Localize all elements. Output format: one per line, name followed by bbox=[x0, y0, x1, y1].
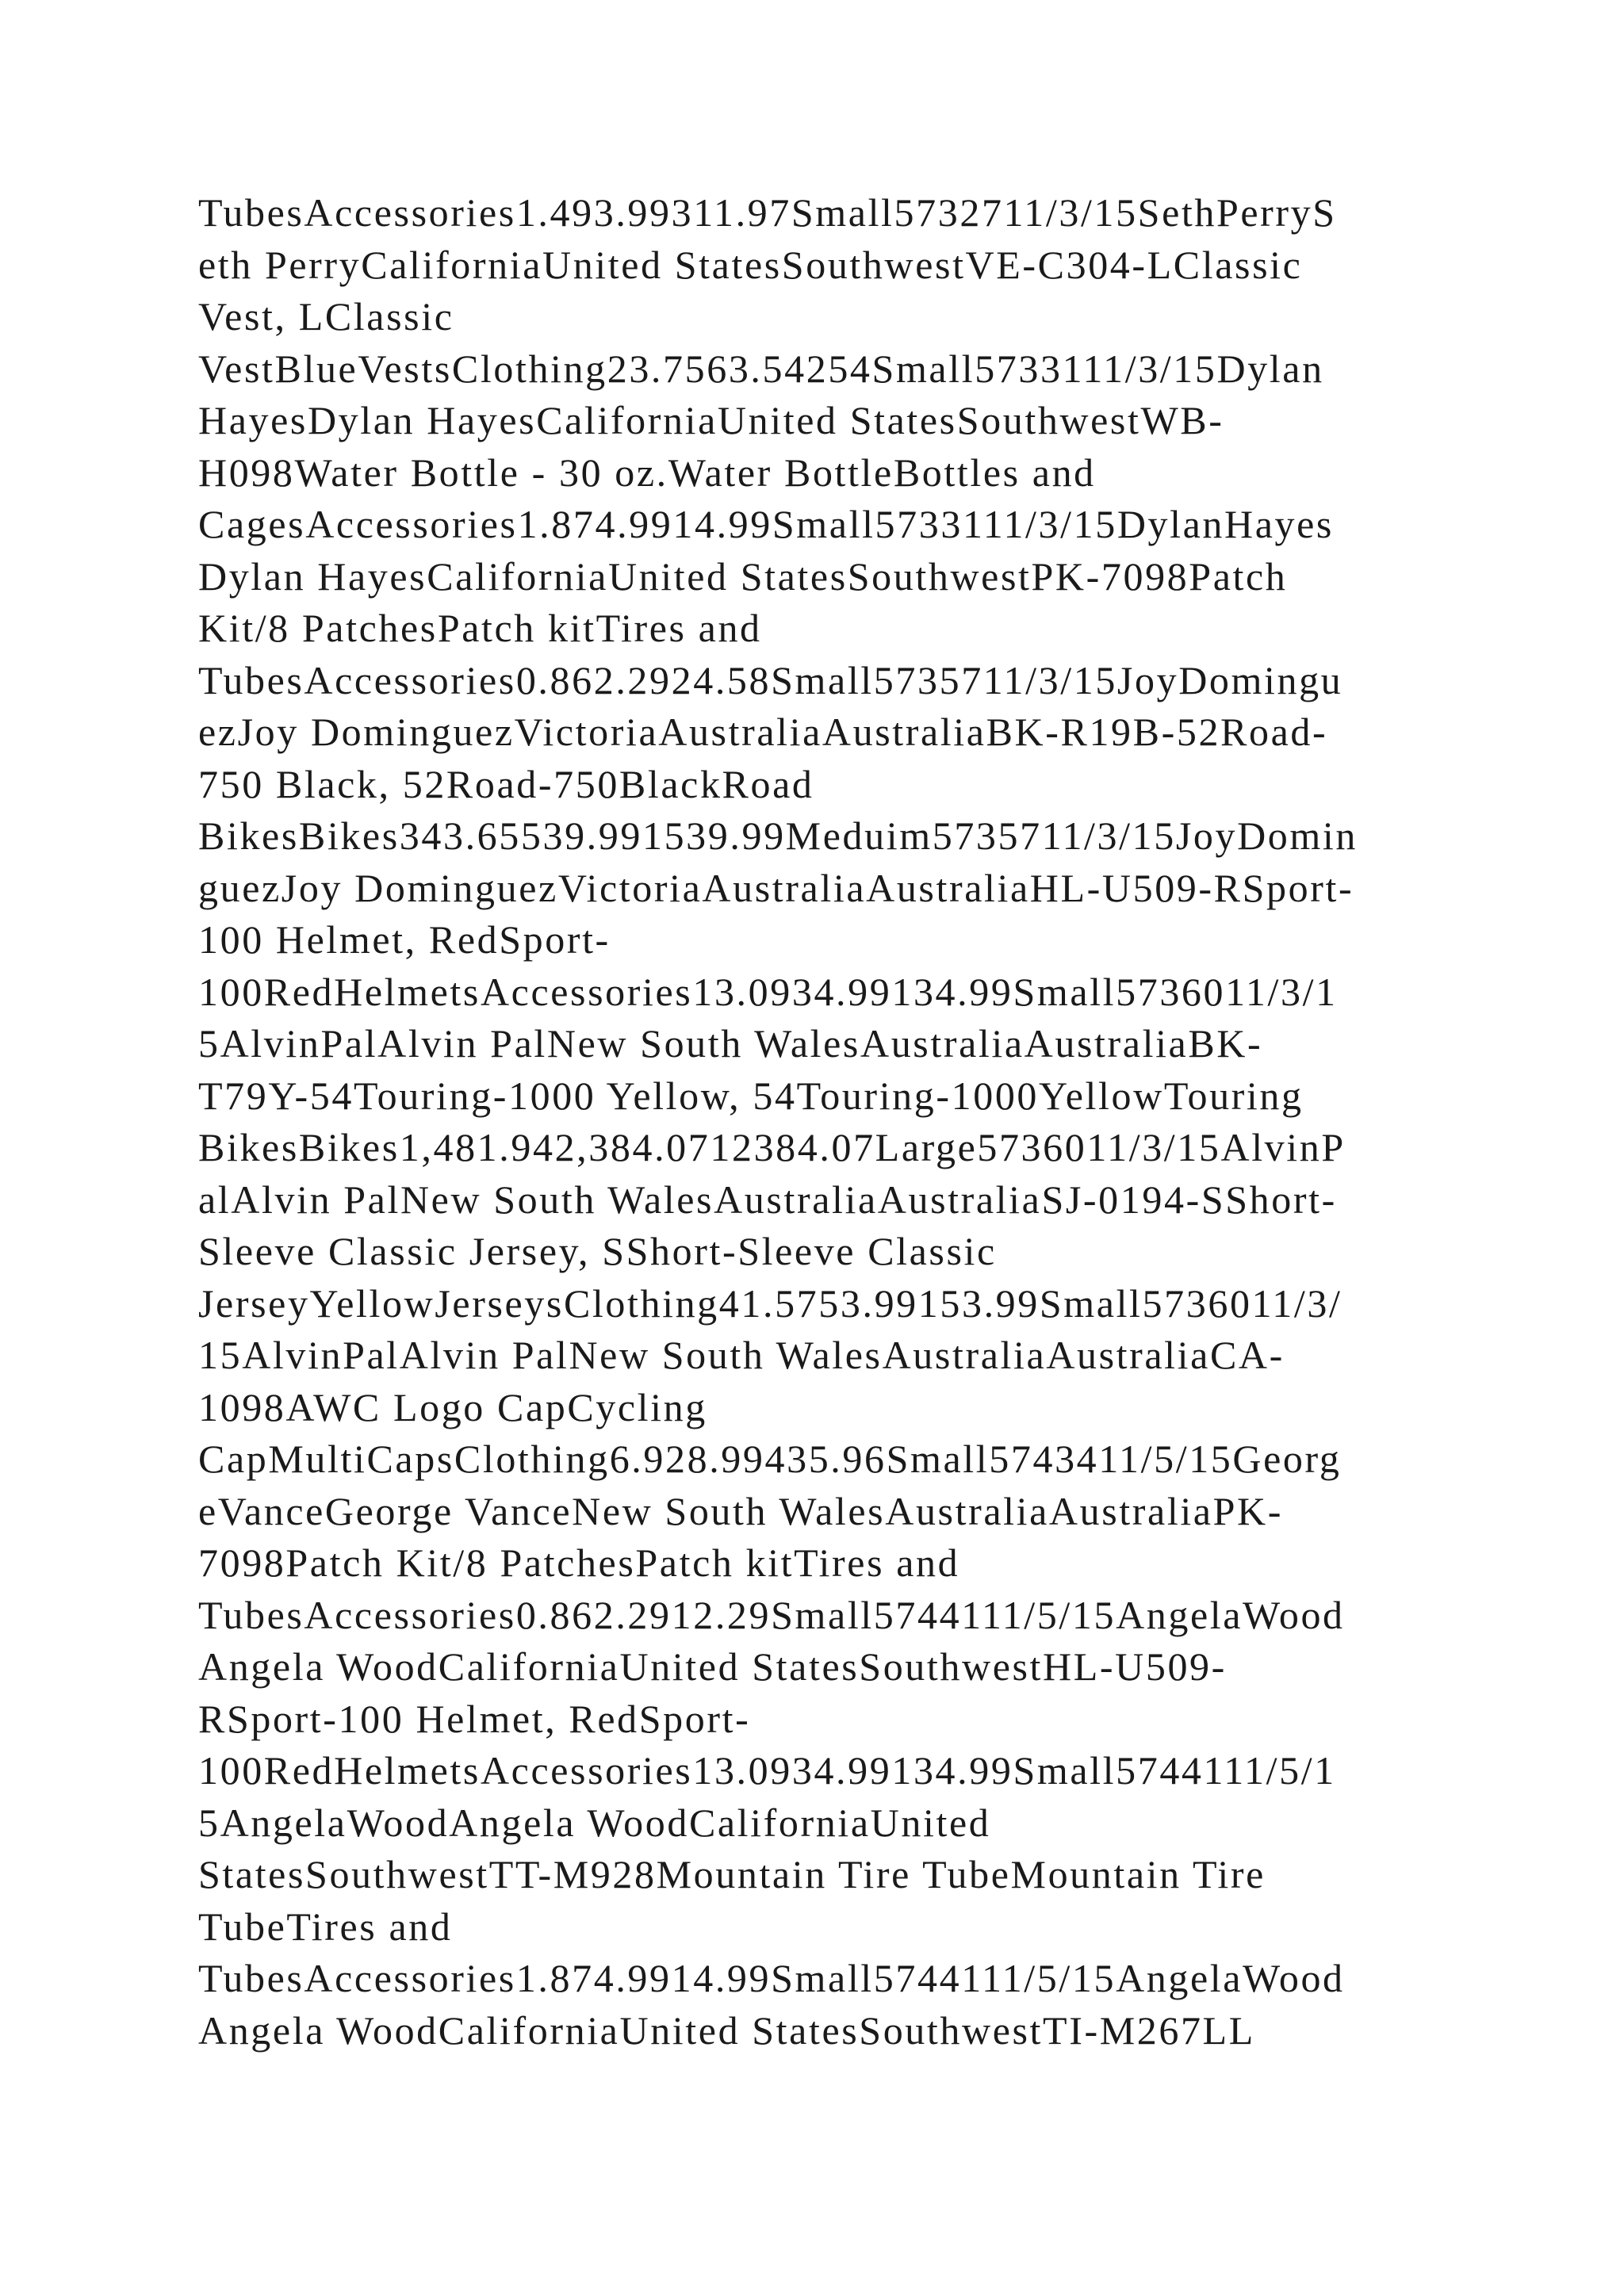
text-line: BikesBikes343.65539.991539.99Meduim5735711/3/15JoyDomin bbox=[198, 813, 1358, 858]
text-line: TubesAccessories0.862.2924.58Small5735711/3/15JoyDomingu bbox=[198, 657, 1343, 702]
text-line: eth PerryCaliforniaUnited StatesSouthwestVE-C304-LClassic bbox=[198, 242, 1303, 287]
text-line: CapMultiCapsClothing6.928.99435.96Small5743411/5/15Georg bbox=[198, 1437, 1342, 1481]
text-line: H098Water Bottle - 30 oz.Water BottleBottles and bbox=[198, 450, 1096, 495]
text-line: 7098Patch Kit/8 PatchesPatch kitTires and bbox=[198, 1540, 960, 1585]
text-line: 750 Black, 52Road-750BlackRoad bbox=[198, 761, 814, 806]
text-line: TubesAccessories1.874.9914.99Small5744111/5/15AngelaWood bbox=[198, 1956, 1345, 2000]
text-line: 15AlvinPalAlvin PalNew South WalesAustraliaAustraliaCA- bbox=[198, 1333, 1285, 1377]
text-line: CagesAccessories1.874.9914.99Small5733111/3/15DylanHayes bbox=[198, 502, 1334, 546]
text-line: ezJoy DominguezVictoriaAustraliaAustraliaBK-R19B-52Road- bbox=[198, 710, 1328, 754]
text-line: JerseyYellowJerseysClothing41.5753.99153.99Small5736011/3/ bbox=[198, 1280, 1342, 1326]
text-line: Vest, LClassic bbox=[198, 294, 454, 339]
text-line: Angela WoodCaliforniaUnited StatesSouthwestTI-M267LL bbox=[198, 2007, 1255, 2053]
text-line: HayesDylan HayesCaliforniaUnited StatesSouthwestWB- bbox=[198, 398, 1224, 442]
text-line: 100RedHelmetsAccessories13.0934.99134.99Small5736011/3/1 bbox=[198, 969, 1338, 1014]
text-line: 1098AWC Logo CapCycling bbox=[198, 1384, 707, 1429]
text-line: guezJoy DominguezVictoriaAustraliaAustraliaHL-U509-RSport- bbox=[198, 865, 1354, 910]
text-line: Kit/8 PatchesPatch kitTires and bbox=[198, 606, 762, 650]
text-line: 5AngelaWoodAngela WoodCaliforniaUnited bbox=[198, 1800, 991, 1845]
text-line: Angela WoodCaliforniaUnited StatesSouthwestHL-U509- bbox=[198, 1644, 1227, 1689]
text-line: TubeTires and bbox=[198, 1904, 453, 1949]
text-line: TubesAccessories1.493.99311.97Small5732711/3/15SethPerryS bbox=[198, 190, 1337, 235]
text-line: alAlvin PalNew South WalesAustraliaAustraliaSJ-0194-SShort- bbox=[198, 1177, 1337, 1222]
text-line: VestBlueVestsClothing23.7563.54254Small5733111/3/15Dylan bbox=[198, 346, 1324, 391]
text-line: T79Y-54Touring-1000 Yellow, 54Touring-1000YellowTouring bbox=[198, 1073, 1304, 1118]
text-line: 5AlvinPalAlvin PalNew South WalesAustraliaAustraliaBK- bbox=[198, 1021, 1263, 1066]
text-line: RSport-100 Helmet, RedSport- bbox=[198, 1696, 751, 1741]
body-text bbox=[198, 187, 1435, 2057]
text-line: 100 Helmet, RedSport- bbox=[198, 917, 611, 962]
text-line: TubesAccessories0.862.2912.29Small5744111/5/15AngelaWood bbox=[198, 1592, 1345, 1637]
text-line: 100RedHelmetsAccessories13.0934.99134.99Small5744111/5/1 bbox=[198, 1748, 1336, 1793]
text-line: Sleeve Classic Jersey, SShort-Sleeve Classic bbox=[198, 1229, 997, 1273]
text-line: StatesSouthwestTT-M928Mountain Tire TubeMountain Tire bbox=[198, 1852, 1266, 1896]
text-line: BikesBikes1,481.942,384.0712384.07Large5736011/3/15AlvinP bbox=[198, 1125, 1346, 1169]
text-line: eVanceGeorge VanceNew South WalesAustraliaAustraliaPK- bbox=[198, 1488, 1283, 1533]
text-line: Dylan HayesCaliforniaUnited StatesSouthwestPK-7098Patch bbox=[198, 553, 1288, 599]
